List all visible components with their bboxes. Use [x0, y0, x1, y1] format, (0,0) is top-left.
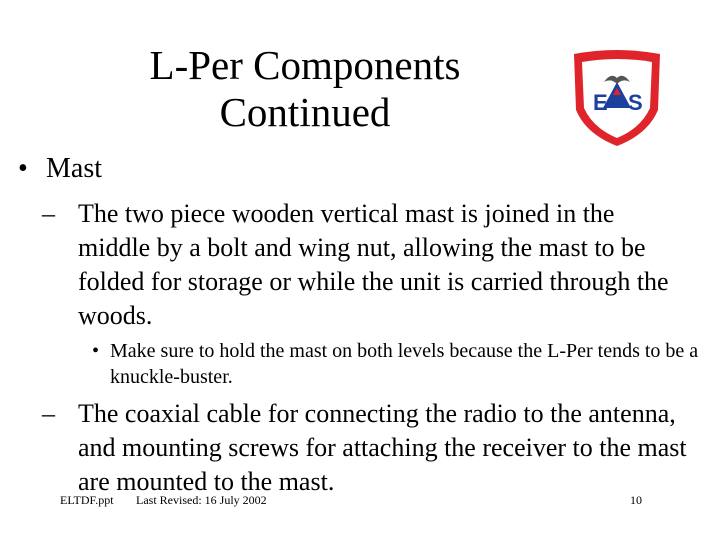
footer-filename: ELTDF.ppt — [60, 493, 114, 507]
sub-bullet-mast-description-text: The two piece wooden vertical mast is joined in the middle by a bolt and wing nut, allowing the mast to be folded for storage or while the unit is carried through the woods. — [78, 199, 669, 330]
sub-bullet-coaxial-cable-text: The coaxial cable for connecting the radio to the antenna, and mounting screws for attaching the receiver to the mast are mounted to the mast. — [78, 399, 687, 496]
footer-revised-date: Last Revised: 16 July 2002 — [136, 493, 267, 507]
sub-bullet-mast-description — [42, 197, 678, 333]
sub-sub-bullet-hold-mast-text: Make sure to hold the mast on both levels because the L-Per tends to be a knuckle-buster. — [110, 340, 699, 388]
dash-marker: – — [42, 399, 55, 428]
bullet-marker: • — [92, 340, 100, 362]
es-shield-logo — [568, 48, 666, 148]
dash-marker: – — [42, 199, 55, 228]
footer-page-number: 10 — [630, 493, 642, 507]
bullet-mast — [18, 152, 102, 186]
sub-sub-bullet-hold-mast — [92, 338, 710, 390]
logo-letter-e: E — [593, 90, 608, 115]
sub-bullet-coaxial-cable — [42, 397, 718, 499]
title-line-2: Continued — [219, 89, 391, 135]
bullet-marker: • — [18, 153, 28, 184]
bullet-mast-text: Mast — [46, 153, 102, 184]
logo-letter-s: S — [628, 90, 643, 115]
slide-title — [110, 42, 500, 136]
title-line-1: L-Per Components — [149, 42, 461, 88]
